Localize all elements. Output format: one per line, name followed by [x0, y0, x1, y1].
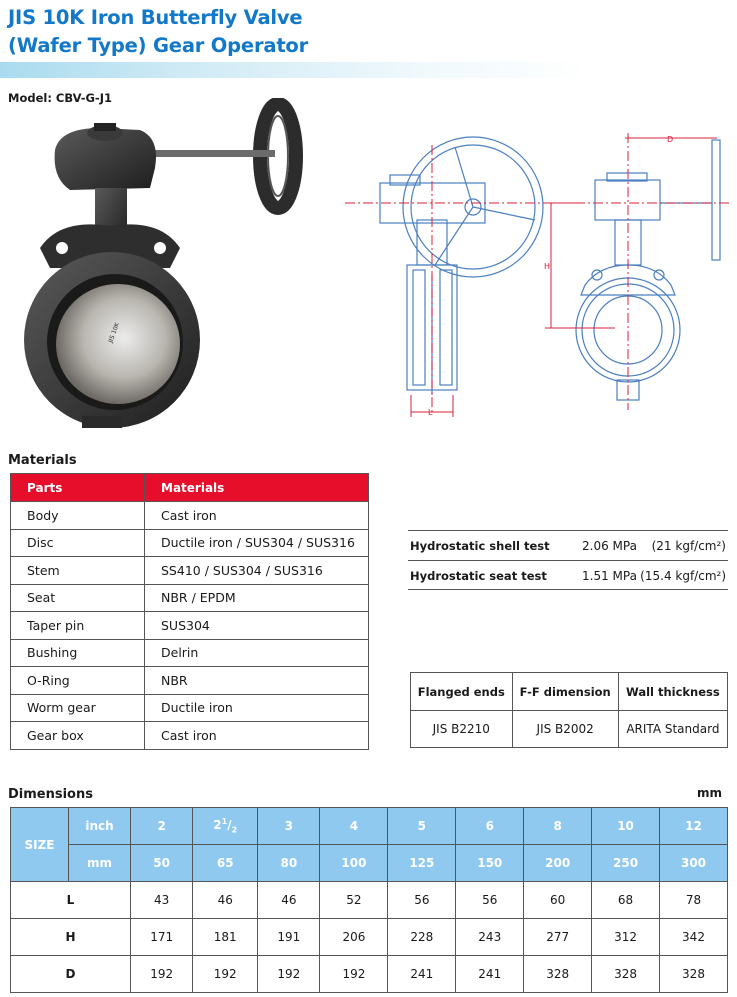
part-material: SS410 / SUS304 / SUS316 [145, 557, 369, 585]
part-name: Stem [11, 557, 145, 585]
mm-size: 150 [456, 845, 524, 882]
dimension-value: 46 [258, 882, 320, 919]
mm-size: 250 [592, 845, 660, 882]
table-row [11, 919, 728, 956]
dimension-value: 192 [193, 956, 258, 993]
mm-size: 300 [660, 845, 728, 882]
dimension-value: 181 [193, 919, 258, 956]
dimension-value: 228 [388, 919, 456, 956]
part-material: Ductile iron [145, 694, 369, 722]
test-kgf: (21 kgf/cm²) [651, 539, 726, 553]
part-name: Taper pin [11, 612, 145, 640]
standards-value: JIS B2210 [411, 711, 513, 748]
mm-size: 100 [320, 845, 388, 882]
dimension-value: 328 [592, 956, 660, 993]
mm-size: 65 [193, 845, 258, 882]
dimension-value: 328 [524, 956, 592, 993]
table-row [11, 694, 369, 722]
inch-size: 2 [131, 808, 193, 845]
part-material: Ductile iron / SUS304 / SUS316 [145, 529, 369, 557]
standards-value: ARITA Standard [618, 711, 727, 748]
title-gradient-bar [0, 62, 737, 78]
dimension-D-label: D [667, 135, 674, 144]
part-material: SUS304 [145, 612, 369, 640]
test-name: Hydrostatic seat test [410, 569, 547, 583]
unit-note: mm [697, 786, 723, 800]
mm-size: 125 [388, 845, 456, 882]
photo-disc-mark: JIS 10K [107, 321, 122, 344]
part-name: Gear box [11, 722, 145, 750]
dimension-value: 78 [660, 882, 728, 919]
standards-header: F-F dimension [512, 673, 618, 711]
part-name: Worm gear [11, 694, 145, 722]
dimension-label: D [11, 956, 131, 993]
inch-size: 8 [524, 808, 592, 845]
title-line-2: (Wafer Type) Gear Operator [8, 34, 309, 57]
test-value: 1.51 MPa [582, 569, 637, 583]
standards-value: JIS B2002 [512, 711, 618, 748]
valve-drawing [345, 125, 730, 425]
part-name: Disc [11, 529, 145, 557]
dimension-label: H [11, 919, 131, 956]
dimensions-heading: Dimensions [8, 787, 93, 802]
inch-size: 12 [660, 808, 728, 845]
dimension-value: 241 [456, 956, 524, 993]
materials-header-parts: Parts [11, 474, 145, 502]
test-kgf: (15.4 kgf/cm²) [640, 569, 726, 583]
size-header: SIZE [11, 808, 69, 882]
inch-row [11, 808, 728, 845]
table-row [11, 722, 369, 750]
dimension-value: 243 [456, 919, 524, 956]
materials-table [10, 473, 369, 750]
table-row [11, 956, 728, 993]
part-material: Cast iron [145, 722, 369, 750]
dimension-value: 68 [592, 882, 660, 919]
dimension-value: 192 [320, 956, 388, 993]
table-row [11, 639, 369, 667]
test-name: Hydrostatic shell test [410, 539, 550, 553]
materials-header-materials: Materials [145, 474, 369, 502]
inch-size: 10 [592, 808, 660, 845]
model-label: Model: CBV-G-J1 [8, 91, 112, 105]
table-row [11, 882, 728, 919]
dimension-L-label: L [428, 408, 433, 417]
inch-label: inch [69, 808, 131, 845]
part-name: Bushing [11, 639, 145, 667]
dimension-value: 52 [320, 882, 388, 919]
materials-header-row [11, 474, 369, 502]
standards-header: Flanged ends [411, 673, 513, 711]
dimension-value: 192 [258, 956, 320, 993]
standards-header: Wall thickness [618, 673, 727, 711]
part-material: Delrin [145, 639, 369, 667]
table-row [11, 667, 369, 695]
dimension-value: 241 [388, 956, 456, 993]
table-row [11, 502, 369, 530]
inch-size: 3 [258, 808, 320, 845]
standards-table [410, 672, 728, 748]
mm-size: 80 [258, 845, 320, 882]
standards-value-row [411, 711, 728, 748]
dimension-H-label: H [544, 262, 551, 271]
inch-size-fraction: $2^1/_2$ [193, 808, 258, 845]
mm-row [11, 845, 728, 882]
title-line-1: JIS 10K Iron Butterfly Valve [8, 6, 303, 29]
dimension-label: L [11, 882, 131, 919]
part-material: NBR [145, 667, 369, 695]
dimension-value: 192 [131, 956, 193, 993]
materials-heading: Materials [8, 453, 77, 468]
mm-size: 200 [524, 845, 592, 882]
dimension-value: 60 [524, 882, 592, 919]
inch-size: 4 [320, 808, 388, 845]
mm-size: 50 [131, 845, 193, 882]
inch-size: 5 [388, 808, 456, 845]
test-value: 2.06 MPa [582, 539, 637, 553]
shell-test-row [408, 530, 728, 560]
dimension-value: 56 [388, 882, 456, 919]
part-name: Body [11, 502, 145, 530]
table-row [11, 584, 369, 612]
part-name: O-Ring [11, 667, 145, 695]
table-row [11, 529, 369, 557]
table-row [11, 612, 369, 640]
standards-header-row [411, 673, 728, 711]
inch-size: 6 [456, 808, 524, 845]
page-title [8, 4, 308, 60]
dimension-value: 171 [131, 919, 193, 956]
dimension-value: 206 [320, 919, 388, 956]
mm-label: mm [69, 845, 131, 882]
valve-photo [20, 98, 320, 428]
part-material: NBR / EPDM [145, 584, 369, 612]
hydrostatic-tests [408, 530, 728, 590]
dimensions-table [10, 807, 728, 993]
dimension-value: 191 [258, 919, 320, 956]
dimension-value: 43 [131, 882, 193, 919]
dimension-value: 46 [193, 882, 258, 919]
dimension-value: 56 [456, 882, 524, 919]
dimension-value: 342 [660, 919, 728, 956]
part-name: Seat [11, 584, 145, 612]
dimension-value: 312 [592, 919, 660, 956]
table-row [11, 557, 369, 585]
dimension-value: 328 [660, 956, 728, 993]
part-material: Cast iron [145, 502, 369, 530]
dimension-value: 277 [524, 919, 592, 956]
seat-test-row [408, 560, 728, 590]
